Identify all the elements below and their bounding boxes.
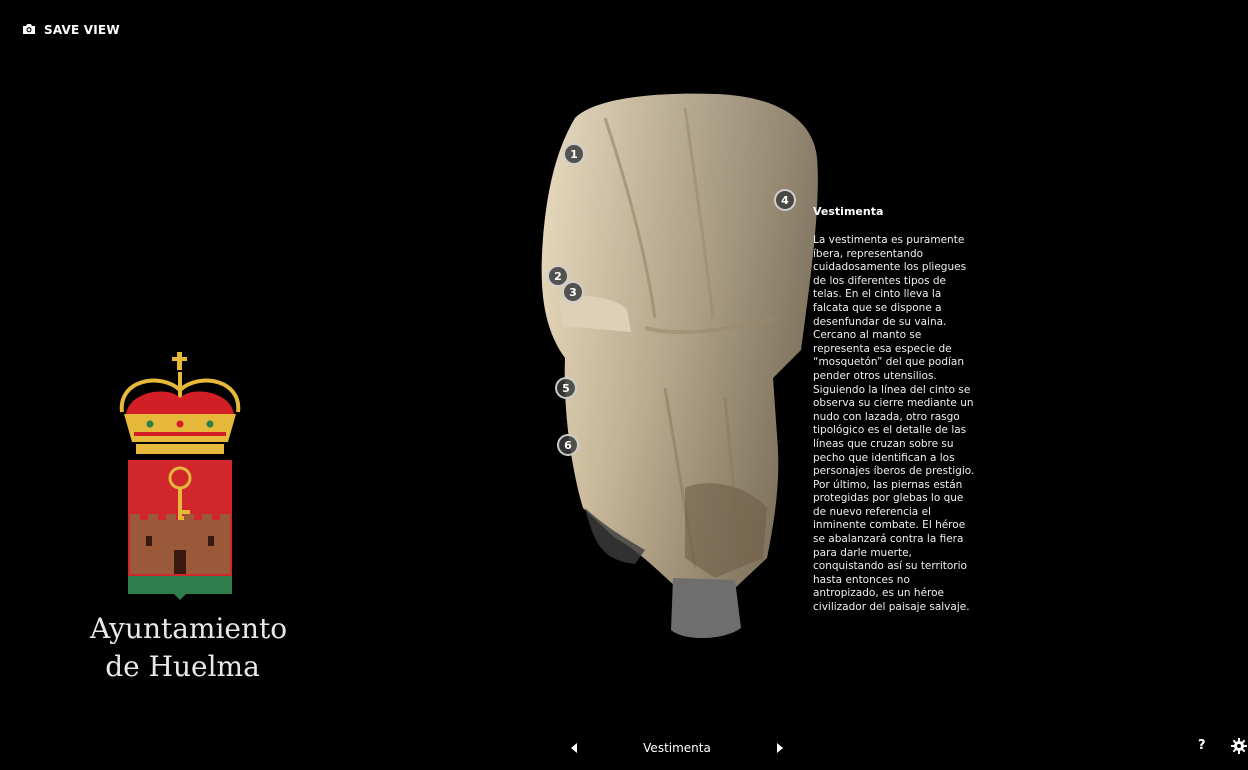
annotation-navigation [566, 738, 788, 758]
logo-text-line1: Ayuntamiento [90, 612, 288, 645]
hotspot-5[interactable]: 5 [555, 377, 577, 399]
annotation-body: La vestimenta es puramente íbera, representando cuidadosamente los pliegues de los diferentes tipos de telas. En el cinto lleva la falcata que se dispone a desenfundar de su vaina. Cercano al manto se representa esa especie de “mosquetón” del que podían pender otros utensilios. Siguiendo la línea del cinto se observa su cierre mediante un nudo con lazada, otro rasgo tipológico es el detalle de las líneas que cruzan sobre su pecho que identifican a los personajes íberos de prestigio. Por último, las piernas están protegidas por glebas lo que de nuevo referencia el inminente combate. El héroe se abalanzará contra la fiera para darle muerte, conquistando así su territorio hasta entonces no antropizado, es un héroe civilizador del paisaje salvaje. [813, 234, 975, 614]
previous-annotation-button[interactable] [566, 740, 582, 756]
municipal-logo [90, 350, 288, 686]
hotspot-1[interactable]: 1 [563, 143, 585, 165]
save-view-label: SAVE VIEW [44, 22, 120, 37]
gear-icon [1231, 738, 1247, 754]
help-button[interactable]: ? [1198, 738, 1206, 753]
hotspot-4[interactable]: 4 [774, 189, 796, 211]
annotation-title: Vestimenta [813, 205, 884, 218]
logo-text-line2: de Huelma [105, 650, 260, 683]
current-annotation-label: Vestimenta [643, 741, 711, 755]
settings-button[interactable] [1231, 738, 1247, 754]
save-view-button[interactable] [22, 20, 120, 39]
coat-of-arms-icon [90, 350, 275, 600]
caret-right-icon [776, 743, 784, 753]
hotspot-3[interactable]: 3 [562, 281, 584, 303]
hotspot-2[interactable]: 2 [547, 265, 569, 287]
next-annotation-button[interactable] [772, 740, 788, 756]
caret-left-icon [570, 743, 578, 753]
annotation-panel [813, 205, 978, 615]
camera-icon [22, 20, 36, 39]
statue-3d-model[interactable] [535, 88, 825, 648]
hotspot-6[interactable]: 6 [557, 434, 579, 456]
